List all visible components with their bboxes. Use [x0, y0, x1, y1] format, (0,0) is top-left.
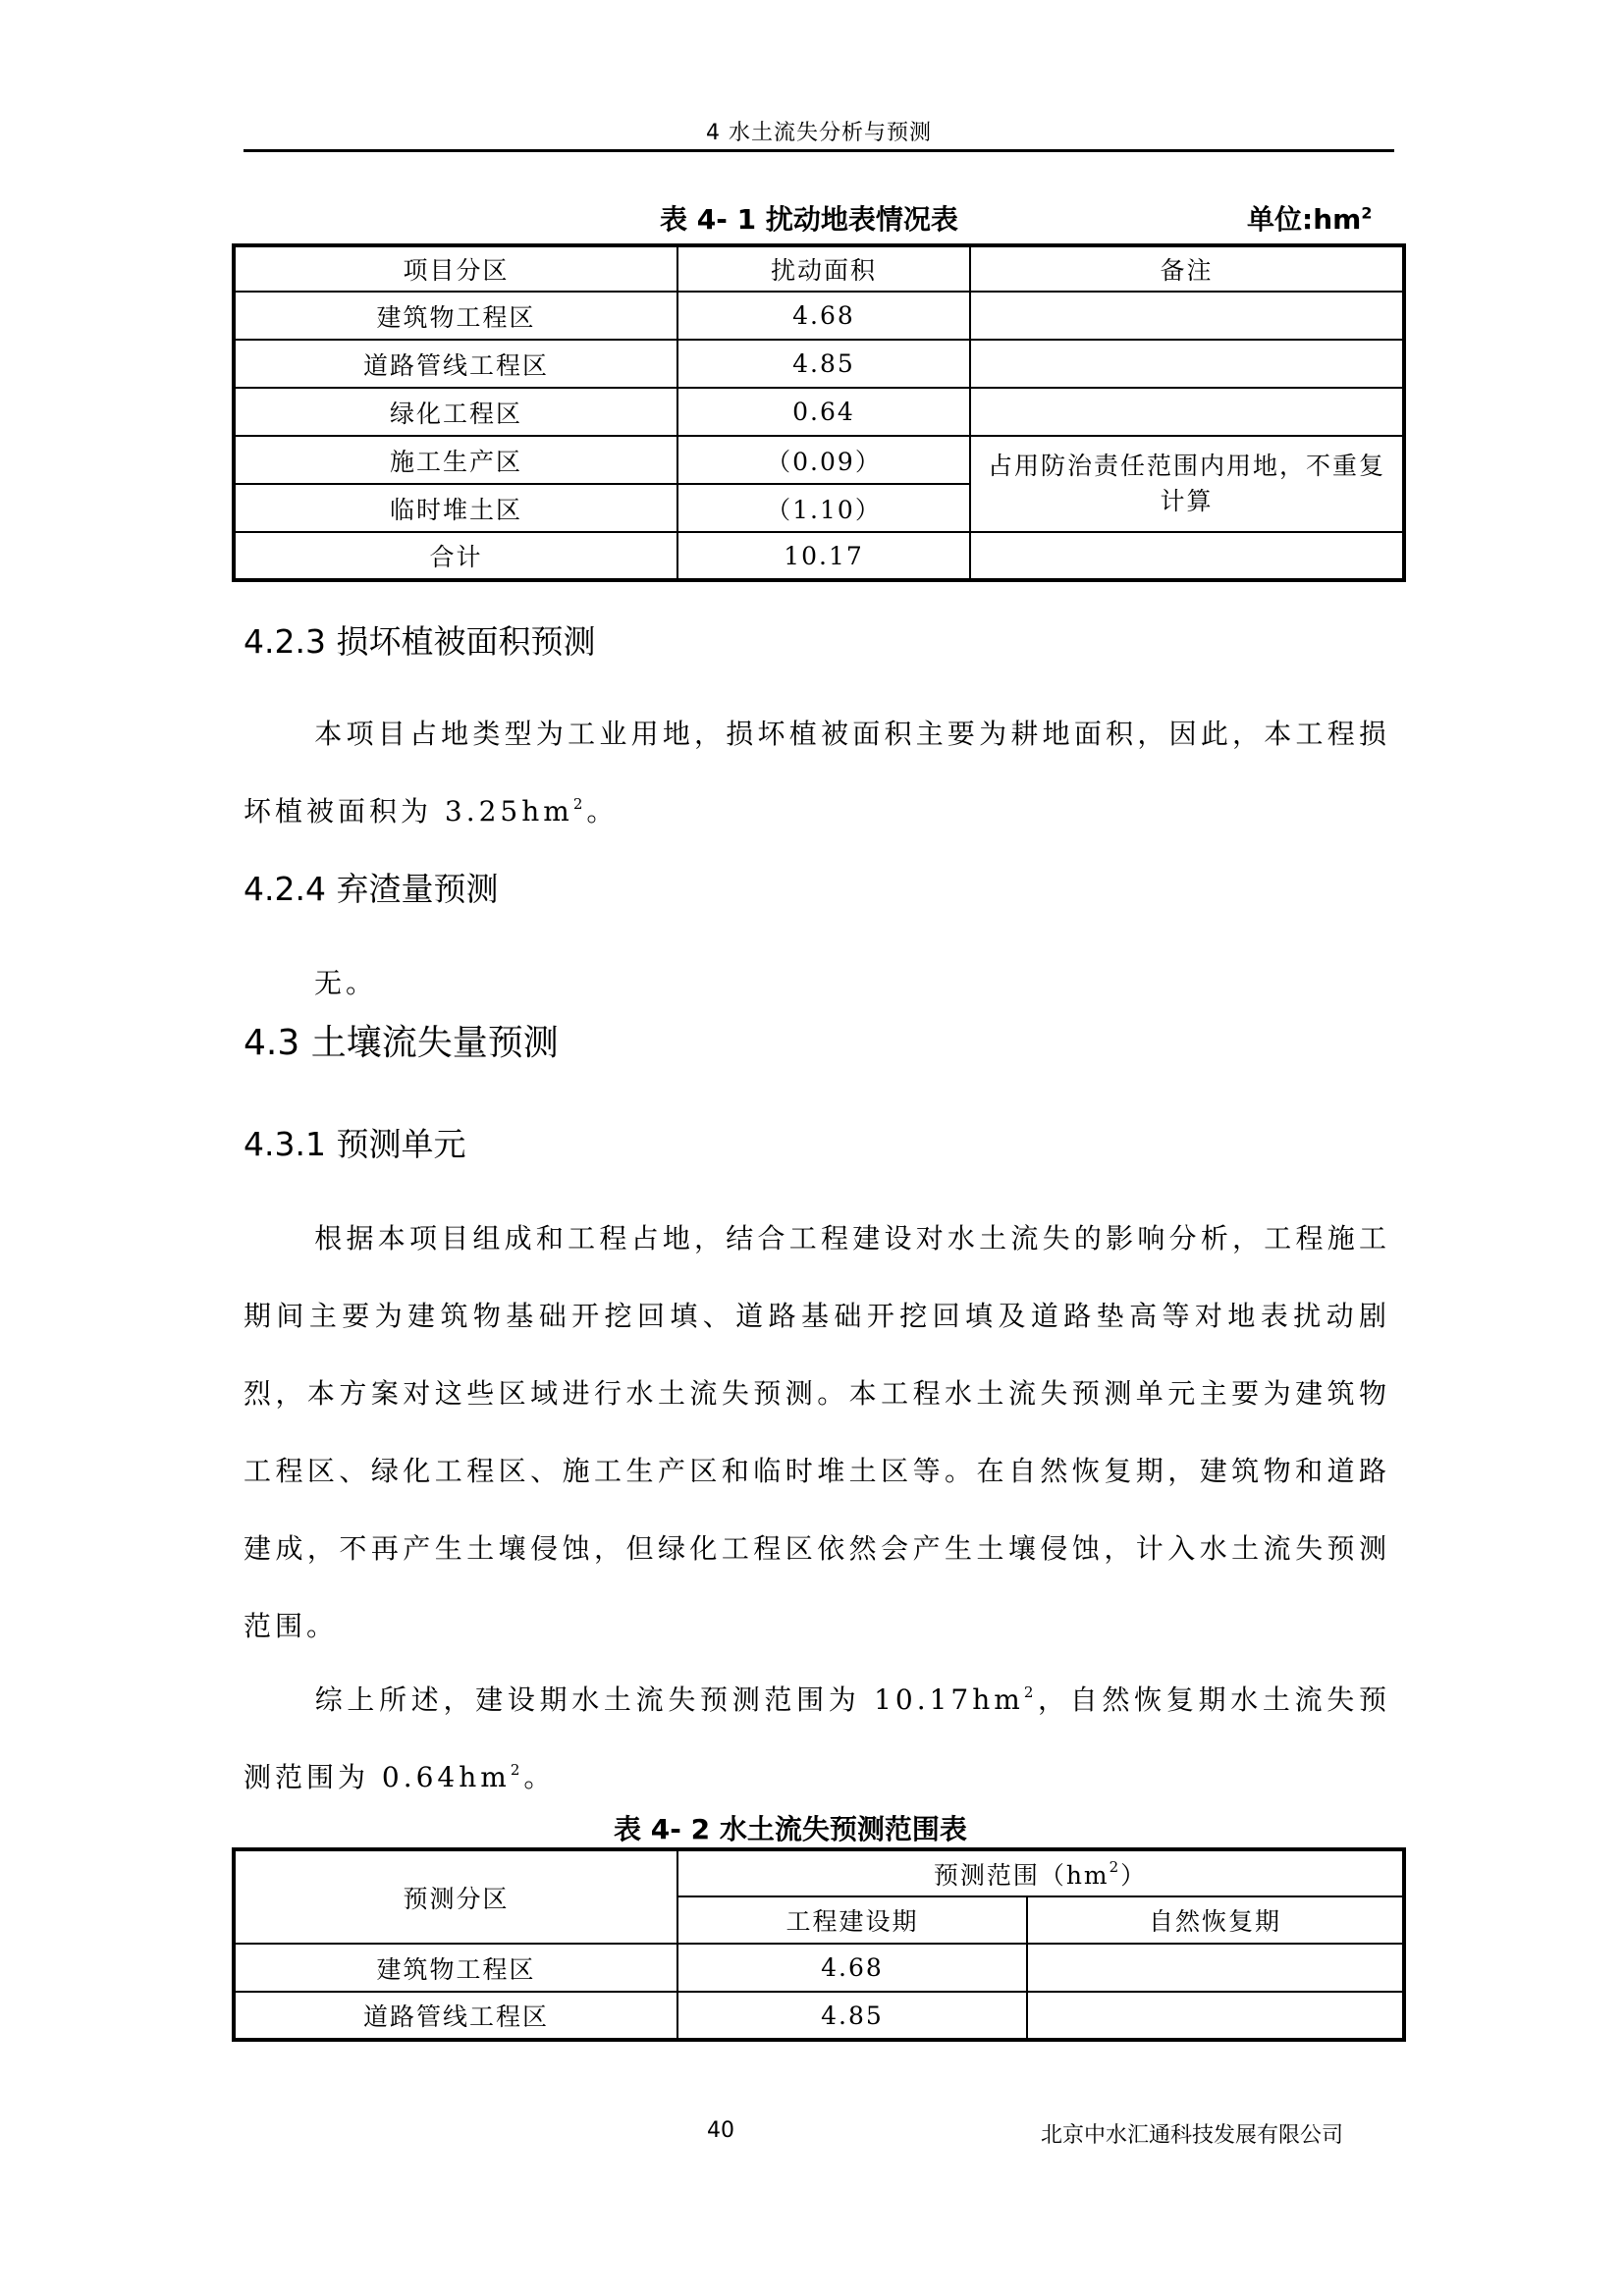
table2-caption: 表 4- 2 水土流失预测范围表	[614, 1813, 967, 1845]
construction-cell: 4.68	[677, 1944, 1027, 1992]
table1-caption: 表 4- 1 扰动地表情况表	[660, 203, 958, 236]
table-disturbed-surface	[232, 243, 1406, 582]
column-header: 备注	[970, 245, 1404, 292]
table-header-row	[234, 1849, 1404, 1896]
zone-cell: 建筑物工程区	[234, 1944, 677, 1992]
table-row	[234, 1944, 1404, 1992]
table-row	[234, 1992, 1404, 2040]
table-row	[234, 388, 1404, 436]
zone-cell: 建筑物工程区	[234, 292, 677, 340]
paragraph-text: 本项目占地类型为工业用地，损坏植被面积主要为耕地面积，因此，本工程损坏植被面积为 3.25hm	[244, 718, 1390, 828]
zone-cell: 道路管线工程区	[234, 1992, 677, 2040]
section-heading-4-3-1: 4.3.1 预测单元	[244, 1125, 466, 1163]
paragraph-end: 。	[523, 1761, 556, 1793]
paragraph-text: ，自然恢复期水土流失预测范围为 0.64hm	[244, 1683, 1390, 1793]
recovery-cell	[1027, 1992, 1404, 2040]
header-text: 预测范围（hm	[933, 1860, 1110, 1890]
paragraph-vegetation	[244, 695, 1390, 850]
table-row-total	[234, 532, 1404, 580]
section-heading-4-2-3: 4.2.3 损坏植被面积预测	[244, 622, 596, 661]
superscript: 2	[572, 795, 587, 813]
area-cell: 0.64	[677, 388, 970, 436]
column-header: 预测分区	[234, 1849, 677, 1944]
zone-cell: 绿化工程区	[234, 388, 677, 436]
superscript: 2	[1109, 1857, 1121, 1876]
zone-cell: 施工生产区	[234, 436, 677, 484]
table-row	[234, 292, 1404, 340]
construction-cell: 4.85	[677, 1992, 1027, 2040]
paragraph-spoil	[244, 944, 1390, 1022]
area-cell: （1.10）	[677, 484, 970, 532]
table-header-row	[234, 245, 1404, 292]
section-heading-4-3: 4.3 土壤流失量预测	[244, 1023, 559, 1063]
paragraph-end: 。	[586, 795, 619, 828]
table1-unit-value: hm	[1313, 203, 1362, 236]
zone-cell: 道路管线工程区	[234, 340, 677, 388]
column-header: 自然恢复期	[1027, 1896, 1404, 1944]
paragraph-summary	[244, 1661, 1390, 1816]
zone-cell: 临时堆土区	[234, 484, 677, 532]
paragraph-prediction-units	[244, 1200, 1390, 1665]
table1-unit	[1247, 198, 1372, 238]
area-cell: 4.85	[677, 340, 970, 388]
note-cell	[970, 292, 1404, 340]
header-text-end: ）	[1120, 1860, 1148, 1890]
footer-company: 北京中水汇通科技发展有限公司	[1041, 2123, 1344, 2148]
note-cell	[970, 340, 1404, 388]
note-cell	[970, 532, 1404, 580]
table-prediction-range	[232, 1847, 1406, 2042]
area-cell: 4.68	[677, 292, 970, 340]
area-cell: 10.17	[677, 532, 970, 580]
area-cell: （0.09）	[677, 436, 970, 484]
table1-unit-label: 单位:	[1247, 203, 1314, 236]
note-cell	[970, 388, 1404, 436]
section-heading-4-2-4: 4.2.4 弃渣量预测	[244, 870, 499, 908]
table1-unit-sup: 2	[1361, 203, 1373, 223]
recovery-cell	[1027, 1944, 1404, 1992]
column-header-group	[677, 1849, 1404, 1896]
column-header: 工程建设期	[677, 1896, 1027, 1944]
running-header: 4 水土流失分析与预测	[706, 121, 932, 145]
superscript: 2	[510, 1761, 524, 1779]
superscript: 2	[1023, 1683, 1038, 1701]
column-header: 项目分区	[234, 245, 677, 292]
paragraph-text: 根据本项目组成和工程占地，结合工程建设对水土流失的影响分析，工程施工期间主要为建筑物基础开挖回填、道路基础开挖回填及道路垫高等对地表扰动剧烈，本方案对这些区域进行水土流失预测。本工程水土流失预测单元主要为建筑物工程区、绿化工程区、施工生产区和临时堆土区等。在自然恢复期，建筑物和道路建成，不再产生土壤侵蚀，但绿化工程区依然会产生土壤侵蚀，计入水土流失预测范围。	[244, 1222, 1390, 1642]
paragraph-text: 无。	[314, 967, 378, 999]
header-rule	[244, 149, 1394, 152]
table-row	[234, 340, 1404, 388]
column-header: 扰动面积	[677, 245, 970, 292]
zone-cell: 合计	[234, 532, 677, 580]
page-number: 40	[707, 2118, 734, 2143]
paragraph-text: 综上所述，建设期水土流失预测范围为 10.17hm	[314, 1683, 1024, 1716]
note-cell-merged: 占用防治责任范围内用地，不重复计算	[970, 436, 1404, 532]
table-row	[234, 436, 1404, 484]
